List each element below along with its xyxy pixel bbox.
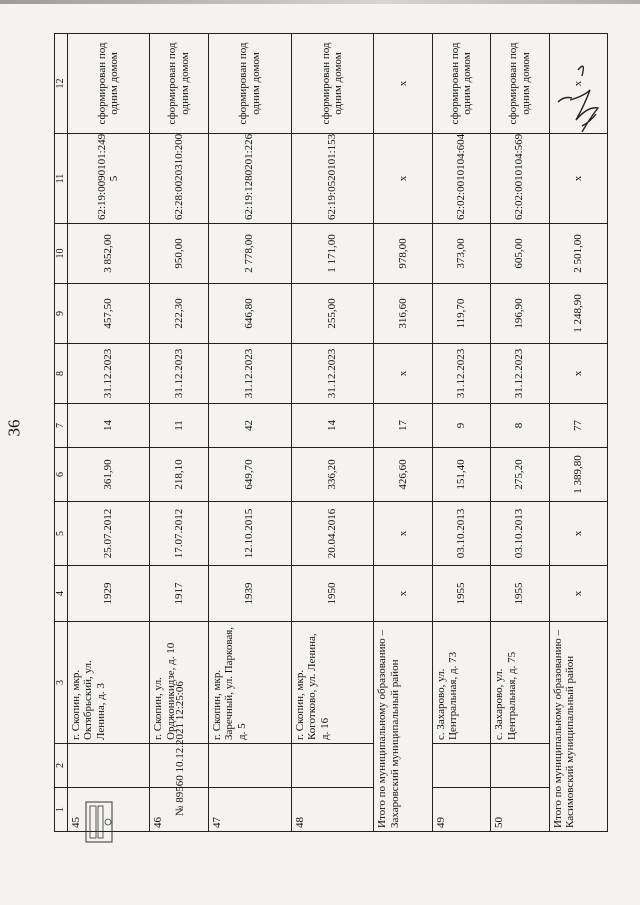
cell-c10: 3 852,00 xyxy=(67,224,150,284)
stamp-icon xyxy=(84,800,114,844)
col-num: 3 xyxy=(55,622,68,744)
address-cell: г. Скопин, мкр. Октябрьский, ул. Ленина, д. 3 xyxy=(67,622,150,744)
cell-c7: 14 xyxy=(67,404,150,448)
col-num: 7 xyxy=(55,404,68,448)
cell-c7: 42 xyxy=(208,404,291,448)
address-cell: г. Скопин, мкр. Заречный, ул. Парковая, д. 5 xyxy=(208,622,291,744)
cell-cad: 62:02:0010104:569 xyxy=(491,134,549,224)
total-label: Итого по муниципальному образованию – Касимовский муниципальный район xyxy=(549,622,607,832)
row-number: 46 xyxy=(150,788,208,832)
cell-date: 03.10.2013 xyxy=(432,502,490,566)
cell-note: сформирован под одним домом xyxy=(67,34,150,134)
row-number: 49 xyxy=(432,788,490,832)
cell-c9: 255,00 xyxy=(291,284,374,344)
cell-year: 1955 xyxy=(491,566,549,622)
cell-year: 1917 xyxy=(150,566,208,622)
row-number: 48 xyxy=(291,788,374,832)
cell-note: сформирован под одним домом xyxy=(208,34,291,134)
cell-cad: 62:19:0090101:249 5 xyxy=(67,134,150,224)
cell-cad: 62:28:0020310:200 xyxy=(150,134,208,224)
cell-c9: 457,50 xyxy=(67,284,150,344)
col-num: 4 xyxy=(55,566,68,622)
cell-area: 426,60 xyxy=(374,448,432,502)
empty-cell xyxy=(432,744,490,788)
table-total-row xyxy=(374,34,432,832)
row-number: 50 xyxy=(491,788,549,832)
cell-cad: 62:02:0010104:604 xyxy=(432,134,490,224)
table-total-row xyxy=(549,34,607,832)
register-table xyxy=(54,33,608,832)
cell-year: 1929 xyxy=(67,566,150,622)
cell-c7: 8 xyxy=(491,404,549,448)
cell-c9: 119,70 xyxy=(432,284,490,344)
table-row xyxy=(432,34,490,832)
col-num: 5 xyxy=(55,502,68,566)
total-label: Итого по муниципальному образованию – Захаровский муниципальный район xyxy=(374,622,432,832)
cell-area: 275,20 xyxy=(491,448,549,502)
empty-cell xyxy=(208,744,291,788)
cell-note: сформирован под одним домом xyxy=(291,34,374,134)
address-cell: г. Скопин, мкр. Коготково, ул. Ленина, д. 16 xyxy=(291,622,374,744)
cell-area: 1 389,80 xyxy=(549,448,607,502)
cell-date: 20.04.2016 xyxy=(291,502,374,566)
cell-date: 12.10.2015 xyxy=(208,502,291,566)
cell-c9: 646,80 xyxy=(208,284,291,344)
page-number: 36 xyxy=(4,419,24,437)
address-cell: с. Захарово, ул. Центральная, д. 73 xyxy=(432,622,490,744)
cell-c10: 950,00 xyxy=(150,224,208,284)
cell-area: 649,70 xyxy=(208,448,291,502)
cell-area: 151,40 xyxy=(432,448,490,502)
cell-date: 17.07.2012 xyxy=(150,502,208,566)
cell-year: 1955 xyxy=(432,566,490,622)
cell-year: 1939 xyxy=(208,566,291,622)
cell-cad: 62:19:1280201:226 xyxy=(208,134,291,224)
empty-cell xyxy=(67,744,150,788)
cell-note: сформирован под одним домом xyxy=(150,34,208,134)
cell-c9: 1 248,90 xyxy=(549,284,607,344)
cell-due: 31.12.2023 xyxy=(432,344,490,404)
empty-cell xyxy=(491,744,549,788)
cell-area: 336,20 xyxy=(291,448,374,502)
cell-c7: 17 xyxy=(374,404,432,448)
cell-c7: 9 xyxy=(432,404,490,448)
address-cell: г. Скопин, ул. Орджоникидзе, д. 10 xyxy=(150,622,208,744)
col-num: 6 xyxy=(55,448,68,502)
row-number: 47 xyxy=(208,788,291,832)
cell-note: сформирован под одним домом xyxy=(491,34,549,134)
cell-c9: 222,30 xyxy=(150,284,208,344)
cell-year: x xyxy=(374,566,432,622)
empty-cell xyxy=(291,744,374,788)
document-footer: № 89560 10.12.2021 12:25:06 xyxy=(174,681,186,816)
scan-top-edge xyxy=(0,0,640,4)
col-num: 9 xyxy=(55,284,68,344)
cell-c10: 2 501,00 xyxy=(549,224,607,284)
table-row xyxy=(291,34,374,832)
cell-date: x xyxy=(549,502,607,566)
cell-c10: 2 778,00 xyxy=(208,224,291,284)
cell-date: 03.10.2013 xyxy=(491,502,549,566)
cell-note: x xyxy=(549,34,607,134)
cell-c10: 978,00 xyxy=(374,224,432,284)
cell-due: x xyxy=(374,344,432,404)
col-num: 2 xyxy=(55,744,68,788)
cell-due: 31.12.2023 xyxy=(150,344,208,404)
cell-year: 1950 xyxy=(291,566,374,622)
cell-cad: x xyxy=(374,134,432,224)
cell-c10: 1 171,00 xyxy=(291,224,374,284)
cell-year: x xyxy=(549,566,607,622)
cell-c10: 373,00 xyxy=(432,224,490,284)
address-cell: с. Захарово, ул. Центральная, д. 75 xyxy=(491,622,549,744)
table-row xyxy=(491,34,549,832)
cell-c7: 14 xyxy=(291,404,374,448)
table-row xyxy=(208,34,291,832)
cell-cad: 62:19:0520101:153 xyxy=(291,134,374,224)
cell-note: x xyxy=(374,34,432,134)
row-number: 45 xyxy=(67,788,150,832)
cell-cad: x xyxy=(549,134,607,224)
cell-c7: 11 xyxy=(150,404,208,448)
register-table-rotated xyxy=(54,34,608,832)
cell-area: 218,10 xyxy=(150,448,208,502)
col-num: 10 xyxy=(55,224,68,284)
col-num: 1 xyxy=(55,788,68,832)
cell-area: 361,90 xyxy=(67,448,150,502)
cell-due: 31.12.2023 xyxy=(291,344,374,404)
cell-due: 31.12.2023 xyxy=(67,344,150,404)
table-row xyxy=(67,34,150,832)
col-num: 12 xyxy=(55,34,68,134)
cell-c9: 196,90 xyxy=(491,284,549,344)
col-num: 11 xyxy=(55,134,68,224)
cell-c10: 605,00 xyxy=(491,224,549,284)
cell-due: x xyxy=(549,344,607,404)
cell-c9: 316,60 xyxy=(374,284,432,344)
cell-note: сформирован под одним домом xyxy=(432,34,490,134)
cell-c7: 77 xyxy=(549,404,607,448)
cell-due: 31.12.2023 xyxy=(208,344,291,404)
cell-due: 31.12.2023 xyxy=(491,344,549,404)
column-number-row xyxy=(55,34,68,832)
cell-date: x xyxy=(374,502,432,566)
col-num: 8 xyxy=(55,344,68,404)
cell-date: 25.07.2012 xyxy=(67,502,150,566)
